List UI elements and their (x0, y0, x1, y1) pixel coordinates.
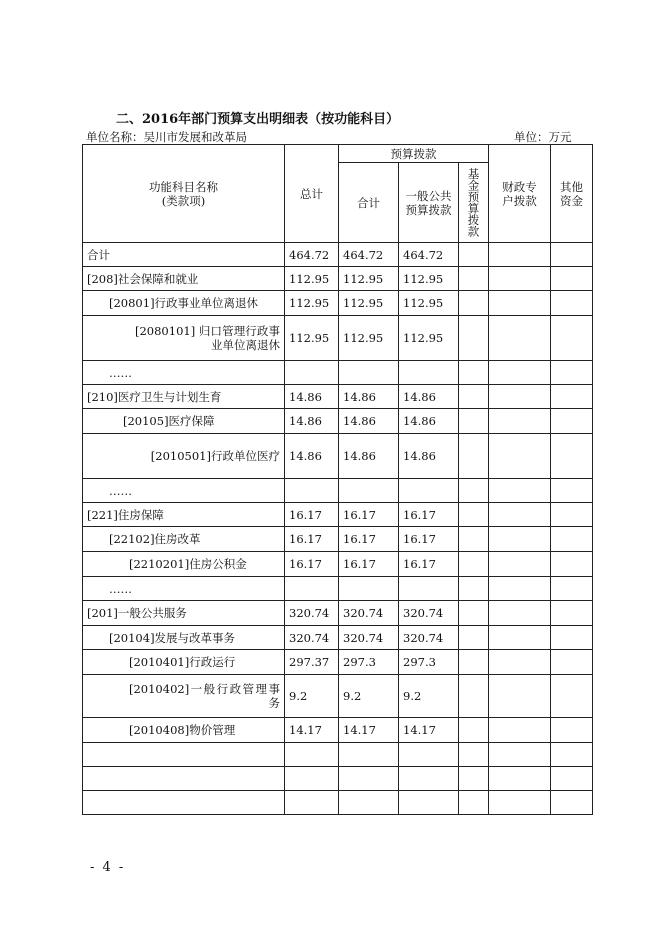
row-name: [22102]住房改革 (83, 527, 285, 552)
row-general: 14.17 (399, 718, 459, 743)
row-general: 16.17 (399, 552, 459, 577)
row-name: [2080101] 归口管理行政事业单位离退休 (83, 316, 285, 361)
table-title: 二、2016年部门预算支出明细表（按功能科目） (116, 112, 400, 127)
row-subtotal: 14.17 (339, 718, 399, 743)
table-row (83, 385, 593, 409)
table-row (83, 361, 593, 385)
row-name: …… (83, 479, 285, 503)
table-row (83, 291, 593, 316)
header-general-label: 一般公共预算拨款 (405, 188, 452, 217)
row-total: 14.17 (285, 718, 339, 743)
row-name: …… (83, 361, 285, 385)
row-subtotal: 320.74 (339, 626, 399, 650)
row-total: 16.17 (285, 552, 339, 577)
row-subtotal: 9.2 (339, 675, 399, 718)
row-subtotal: 464.72 (339, 243, 399, 267)
row-general: 14.86 (399, 385, 459, 409)
row-name: …… (83, 577, 285, 601)
header-budget-group: 预算拨款 (339, 145, 489, 163)
row-subtotal: 112.95 (339, 291, 399, 316)
row-subtotal: 16.17 (339, 552, 399, 577)
row-general: 112.95 (399, 267, 459, 291)
table-row (83, 409, 593, 434)
empty-row (83, 767, 593, 791)
header-general (399, 163, 459, 243)
row-name: [20801]行政事业单位离退休 (83, 291, 285, 316)
row-name: [221]住房保障 (83, 503, 285, 527)
row-name: [2010501]行政单位医疗 (83, 434, 285, 479)
row-total: 112.95 (285, 291, 339, 316)
table-row (83, 650, 593, 675)
header-total: 总计 (285, 145, 339, 243)
table-row (83, 479, 593, 503)
table-row (83, 577, 593, 601)
row-general: 112.95 (399, 316, 459, 361)
row-total: 16.17 (285, 503, 339, 527)
header-other (551, 145, 593, 243)
table-row (83, 243, 593, 267)
row-general: 320.74 (399, 601, 459, 626)
table-row (83, 527, 593, 552)
page-number: - 4 - (90, 860, 126, 875)
empty-row (83, 791, 593, 815)
row-general: 464.72 (399, 243, 459, 267)
row-general: 14.86 (399, 409, 459, 434)
row-total: 14.86 (285, 385, 339, 409)
row-general: 320.74 (399, 626, 459, 650)
unit-label: 单位：万元 (514, 130, 572, 144)
empty-row (83, 743, 593, 767)
row-subtotal: 112.95 (339, 267, 399, 291)
table-row (83, 267, 593, 291)
row-subtotal: 14.86 (339, 409, 399, 434)
row-total: 320.74 (285, 626, 339, 650)
header-name-label: 功能科目名称 (149, 179, 218, 194)
row-total: 9.2 (285, 675, 339, 718)
header-fiscal-label: 财政专户拨款 (502, 179, 537, 208)
table-row (83, 626, 593, 650)
row-total: 297.37 (285, 650, 339, 675)
row-general: 16.17 (399, 527, 459, 552)
budget-table (82, 144, 593, 815)
table-row (83, 503, 593, 527)
row-name: [20104]发展与改革事务 (83, 626, 285, 650)
table-row (83, 718, 593, 743)
row-total: 464.72 (285, 243, 339, 267)
header-other-label: 其他资金 (560, 179, 584, 208)
header-name (83, 145, 285, 243)
row-general: 297.3 (399, 650, 459, 675)
row-name: [210]医疗卫生与计划生育 (83, 385, 285, 409)
row-general: 16.17 (399, 503, 459, 527)
table-row (83, 601, 593, 626)
row-subtotal: 16.17 (339, 527, 399, 552)
header-fiscal (489, 145, 551, 243)
row-subtotal: 297.3 (339, 650, 399, 675)
row-total: 16.17 (285, 527, 339, 552)
row-general: 9.2 (399, 675, 459, 718)
row-name: [201]一般公共服务 (83, 601, 285, 626)
row-subtotal: 14.86 (339, 385, 399, 409)
unit-name: 单位名称：吴川市发展和改革局 (86, 130, 247, 144)
row-subtotal: 16.17 (339, 503, 399, 527)
row-subtotal: 14.86 (339, 434, 399, 479)
row-total: 14.86 (285, 409, 339, 434)
row-general: 112.95 (399, 291, 459, 316)
header-subtotal: 合计 (339, 163, 399, 243)
row-name: [2010401]行政运行 (83, 650, 285, 675)
row-subtotal: 112.95 (339, 316, 399, 361)
header-fund (459, 163, 489, 243)
row-total: 320.74 (285, 601, 339, 626)
row-general: 14.86 (399, 434, 459, 479)
table-row (83, 675, 593, 718)
row-name: [2010402]一般行政管理事务 (83, 675, 285, 718)
row-name: [208]社会保障和就业 (83, 267, 285, 291)
table-row (83, 434, 593, 479)
row-name: [20105]医疗保障 (83, 409, 285, 434)
row-name: [2010408]物价管理 (83, 718, 285, 743)
header-fund-label: 基金预算拨款 (466, 168, 481, 237)
row-name: [2210201]住房公积金 (83, 552, 285, 577)
table-row (83, 552, 593, 577)
header-name-sub: (类款项) (161, 193, 206, 208)
table-row (83, 316, 593, 361)
row-total: 112.95 (285, 267, 339, 291)
row-total: 14.86 (285, 434, 339, 479)
row-subtotal: 320.74 (339, 601, 399, 626)
row-total: 112.95 (285, 316, 339, 361)
row-name: 合计 (83, 243, 285, 267)
